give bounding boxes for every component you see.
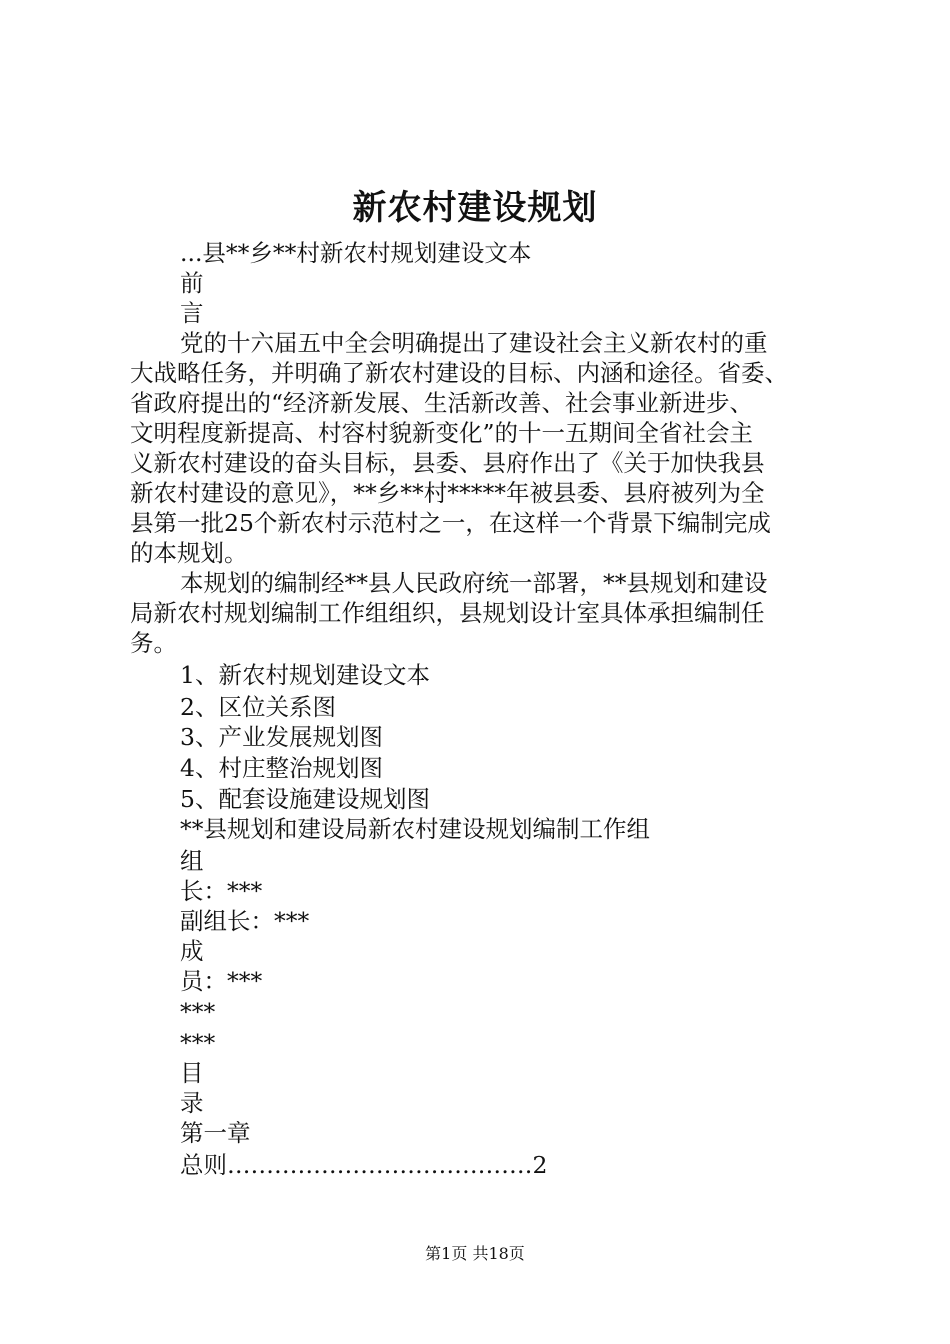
paragraph-line: 大战略任务，并明确了新农村建设的目标、内涵和途径。省委、 — [130, 359, 788, 387]
leader-value: 长：*** — [180, 877, 263, 905]
member-entry: *** — [180, 998, 216, 1026]
paragraph-line: 县第一批25个新农村示范村之一，在这样一个背景下编制完成 — [130, 509, 771, 537]
list-item: 5、配套设施建设规划图 — [180, 785, 430, 813]
subtitle: ...县**乡**村新农村规划建设文本 — [180, 239, 532, 267]
preface-heading-2: 言 — [180, 299, 204, 327]
paragraph-line: 本规划的编制经**县人民政府统一部署，**县规划和建设 — [180, 569, 768, 597]
toc-chapter: 第一章 — [180, 1119, 251, 1147]
document-title: 新农村建设规划 — [352, 188, 598, 228]
list-item: 4、村庄整治规划图 — [180, 754, 383, 782]
paragraph-line: 党的十六届五中全会明确提出了建设社会主义新农村的重 — [180, 329, 768, 357]
member-entry: *** — [180, 1029, 216, 1057]
paragraph-line: 务。 — [130, 629, 177, 657]
preface-heading-1: 前 — [180, 269, 204, 297]
paragraph-line: 新农村建设的意见》，**乡**村*****年被县委、县府被列为全 — [130, 479, 765, 507]
paragraph-line: 义新农村建设的奋头目标，县委、县府作出了《关于加快我县 — [130, 449, 765, 477]
paragraph-line: 文明程度新提高、村容村貌新变化”的十一五期间全省社会主 — [130, 419, 754, 447]
paragraph-line: 省政府提出的“经济新发展、生活新改善、社会事业新进步、 — [130, 389, 754, 417]
members-label: 成 — [180, 937, 204, 965]
toc-heading-2: 录 — [180, 1089, 204, 1117]
members-value: 员：*** — [180, 967, 263, 995]
page-footer: 第1页 共18页 — [425, 1244, 525, 1263]
paragraph-line: 的本规划。 — [130, 539, 248, 567]
deputy-leader: 副组长：*** — [180, 907, 310, 935]
workgroup-name: **县规划和建设局新农村建设规划编制工作组 — [180, 815, 650, 843]
toc-entry: 总则…………………………………2 — [180, 1151, 548, 1179]
list-item: 3、产业发展规划图 — [180, 723, 383, 751]
leader-label: 组 — [180, 847, 204, 875]
list-item: 2、区位关系图 — [180, 693, 336, 721]
list-item: 1、新农村规划建设文本 — [180, 661, 430, 689]
paragraph-line: 局新农村规划编制工作组组织，县规划设计室具体承担编制任 — [130, 599, 765, 627]
toc-heading-1: 目 — [180, 1059, 204, 1087]
